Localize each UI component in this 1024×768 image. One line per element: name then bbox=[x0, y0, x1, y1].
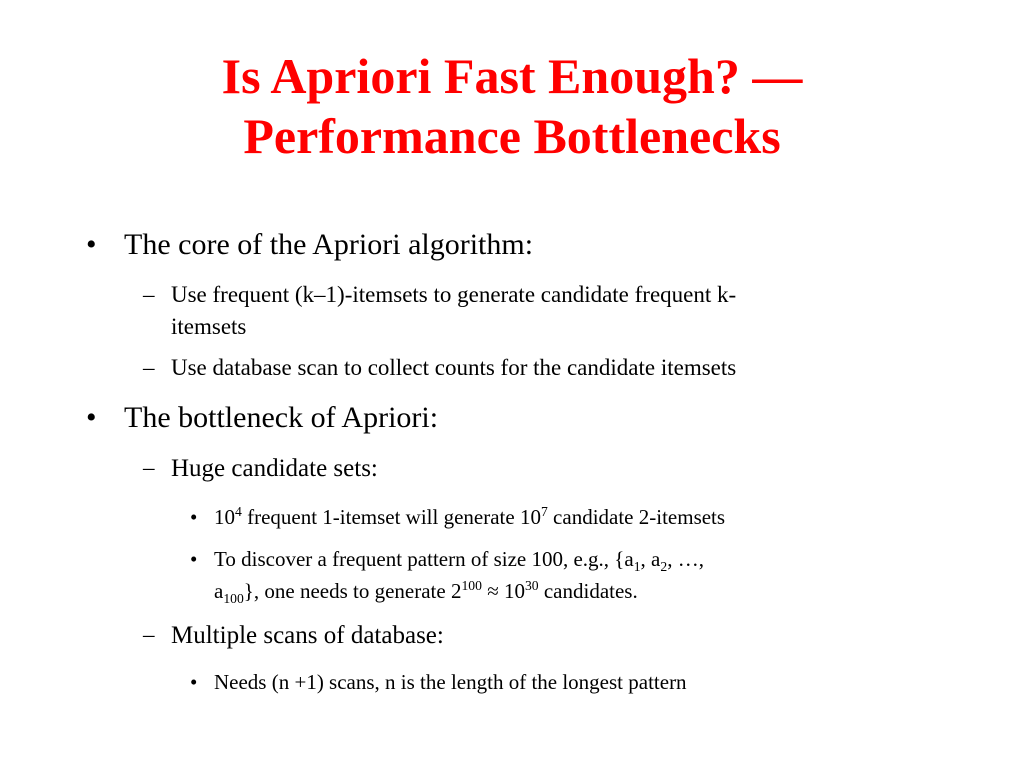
sub-bullet-multiple-scans: Multiple scans of database: bbox=[171, 622, 444, 649]
sub-bullet-huge-candidate-sets: Huge candidate sets: bbox=[171, 455, 378, 482]
bullet-marker: • bbox=[190, 670, 198, 694]
dash-marker: – bbox=[143, 622, 155, 647]
bullet-marker: • bbox=[86, 401, 97, 434]
dash-marker: – bbox=[143, 355, 155, 380]
level3-bullet-frequent-pattern-line2: $a_{100}$}, one needs to generate $2^{100} \approx 10^{30}$ candidates. bbox=[214, 578, 638, 607]
sub-bullet-frequent-itemsets-line2: itemsets bbox=[171, 314, 247, 339]
sub-bullet-frequent-itemsets-line1: Use frequent (k–1)-itemsets to generate candidate frequent k- bbox=[171, 282, 737, 307]
bullet-bottleneck: The bottleneck of Apriori: bbox=[124, 401, 439, 434]
level3-bullet-10-4-itemsets: $10^4$ frequent 1-itemset will generate $10^7$ candidate 2-itemsets bbox=[214, 504, 726, 529]
bullet-marker: • bbox=[86, 228, 97, 261]
bullet-marker: • bbox=[190, 547, 198, 571]
bullet-core-apriori: The core of the Apriori algorithm: bbox=[124, 228, 534, 261]
level3-bullet-frequent-pattern-line1: To discover a frequent pattern of size 100, e.g., {$a_1$, $a_2$, …, bbox=[214, 547, 704, 575]
title-line-1: Is Apriori Fast Enough? — bbox=[221, 48, 803, 104]
dash-marker: – bbox=[143, 455, 155, 480]
level3-bullet-n-plus-1-scans: Needs (n +1) scans, n is the length of the longest pattern bbox=[214, 670, 687, 694]
dash-marker: – bbox=[143, 282, 155, 307]
title-line-2: Performance Bottlenecks bbox=[243, 108, 781, 164]
bullet-marker: • bbox=[190, 505, 198, 529]
sub-bullet-database-scan: Use database scan to collect counts for the candidate itemsets bbox=[171, 355, 737, 380]
